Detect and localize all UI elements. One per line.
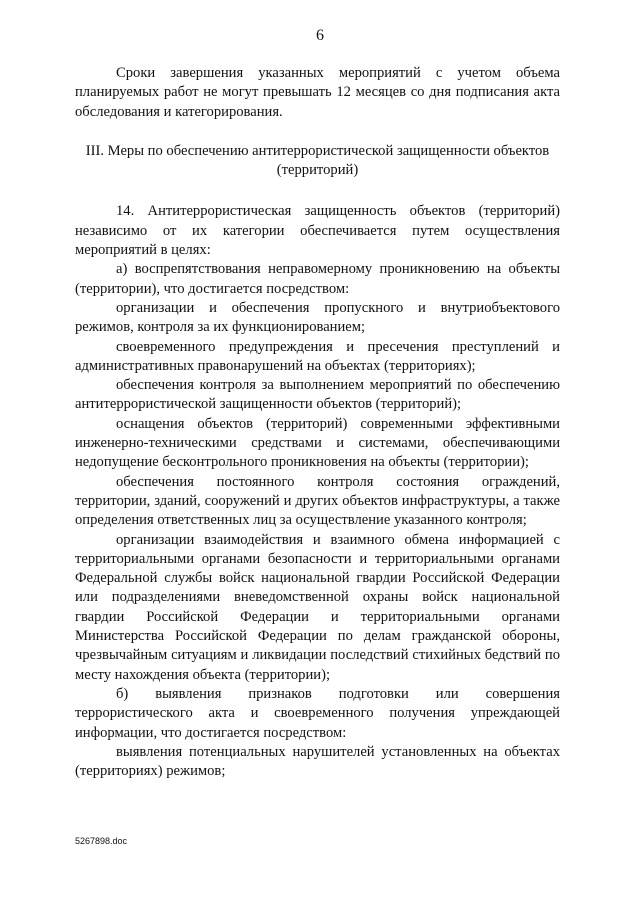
- paragraph-14: 14. Антитеррористическая защищенность объектов (территорий) независимо от их категории обеспечивается путем осуществления мероприятий в целях:: [75, 203, 560, 259]
- paragraph-equipment: оснащения объектов (территорий) современными эффективными инженерно-техническими средствами и системами, обеспечивающими недопущение бесконтрольного проникновения на объекты (территории);: [75, 415, 560, 471]
- paragraph-monitoring: обеспечения контроля за выполнением мероприятий по обеспечению антитеррористической защищенности объектов (территорий);: [75, 377, 560, 413]
- paragraph-violators: выявления потенциальных нарушителей установленных на объектах (территориях) режимов;: [75, 743, 560, 780]
- paragraph-fences-control: обеспечения постоянного контроля состояния ограждений, территории, зданий, сооружений и других объектов инфраструктуры, а также определения ответственных лиц за осуществление указанного контроля;: [75, 473, 560, 529]
- document-footer-filename: 5267898.doc: [75, 836, 128, 846]
- paragraph-access-control: организации и обеспечения пропускного и внутриобъектового режимов, контроля за их функционированием;: [75, 299, 560, 336]
- paragraph-cooperation: организации взаимодействия и взаимного обмена информацией с территориальными органами безопасности и территориальными органами Федеральной службы войск национальной гвардии Российской Федерации или подразделениями вневедомственной охраны войск национальной гвардии Российской Федерации и территориальными органами Министерства Российской Федерации по делам гражданской обороны, чрезвычайным ситуациям и ликвидации последствий стихийных бедствий по месту нахождения объекта (территории);: [75, 531, 560, 683]
- paragraph-prevention: своевременного предупреждения и пресечения преступлений и административных правонарушений на объектах (территориях);: [75, 338, 560, 374]
- document-body: [75, 64, 560, 781]
- paragraph-deadlines: Сроки завершения указанных мероприятий с учетом объема планируемых работ не могут превышать 12 месяцев со дня подписания акта обследования и категорирования.: [75, 65, 560, 120]
- page-number: 6: [316, 27, 324, 44]
- paragraph-a: а) воспрепятствования неправомерному проникновению на объекты (территории), что достигается посредством:: [75, 261, 560, 297]
- section-heading: III. Меры по обеспечению антитеррористической защищенности объектов (территорий): [85, 142, 550, 179]
- paragraph-b: б) выявления признаков подготовки или совершения террористического акта и своевременного получения упреждающей информации, что достигается посредством:: [75, 685, 560, 741]
